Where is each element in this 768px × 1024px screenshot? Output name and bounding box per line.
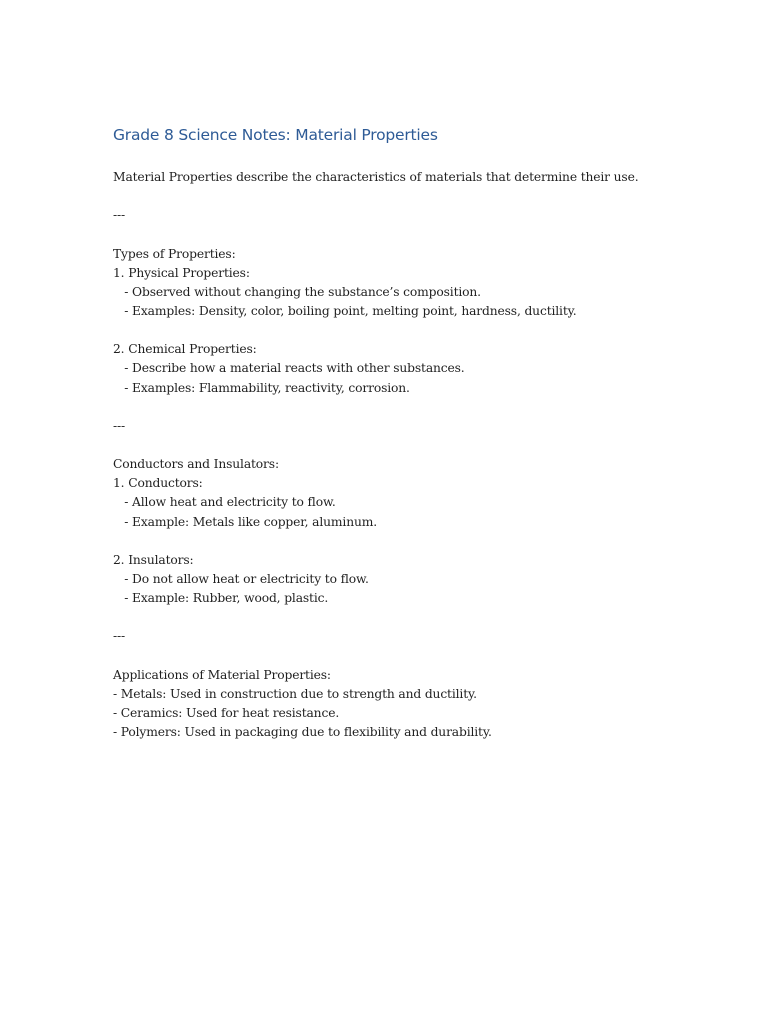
- section-divider: ---: [113, 418, 126, 433]
- bullet-item: - Ceramics: Used for heat resistance.: [113, 705, 340, 720]
- section-heading: Applications of Material Properties:: [113, 667, 331, 682]
- section-heading: Types of Properties:: [113, 246, 236, 261]
- bullet-item: - Do not allow heat or electricity to flow.: [113, 571, 369, 586]
- bullet-item: - Describe how a material reacts with other substances.: [113, 361, 465, 376]
- blank-line: [113, 187, 733, 206]
- bullet-item: - Example: Metals like copper, aluminum.: [113, 514, 378, 529]
- bullet-item: - Polymers: Used in packaging due to flexibility and durability.: [113, 725, 492, 740]
- section-divider: ---: [113, 208, 126, 223]
- bullet-item: - Allow heat and electricity to flow.: [113, 495, 336, 510]
- blank-line: [113, 436, 733, 455]
- page-title: Grade 8 Science Notes: Material Properties: [113, 126, 438, 144]
- numbered-heading: 2. Chemical Properties:: [113, 342, 257, 357]
- text-line: Material Properties describe the characteristics of materials that determine their use.: [113, 170, 639, 184]
- bullet-item: - Metals: Used in construction due to strength and ductility.: [113, 686, 477, 701]
- blank-line: [113, 225, 733, 244]
- document-body: [113, 168, 733, 742]
- numbered-heading: 2. Insulators:: [113, 552, 194, 567]
- blank-line: [113, 321, 733, 340]
- blank-line: [113, 532, 733, 551]
- bullet-item: - Examples: Flammability, reactivity, corrosion.: [113, 380, 410, 395]
- bullet-item: - Examples: Density, color, boiling point, melting point, hardness, ductility.: [113, 303, 577, 318]
- numbered-heading: 1. Physical Properties:: [113, 265, 250, 280]
- section-heading: Conductors and Insulators:: [113, 457, 279, 472]
- bullet-item: - Observed without changing the substance’s composition.: [113, 284, 481, 299]
- blank-line: [113, 608, 733, 627]
- blank-line: [113, 398, 733, 417]
- section-divider: ---: [113, 629, 126, 644]
- blank-line: [113, 647, 733, 666]
- bullet-item: - Example: Rubber, wood, plastic.: [113, 591, 329, 606]
- numbered-heading: 1. Conductors:: [113, 476, 203, 491]
